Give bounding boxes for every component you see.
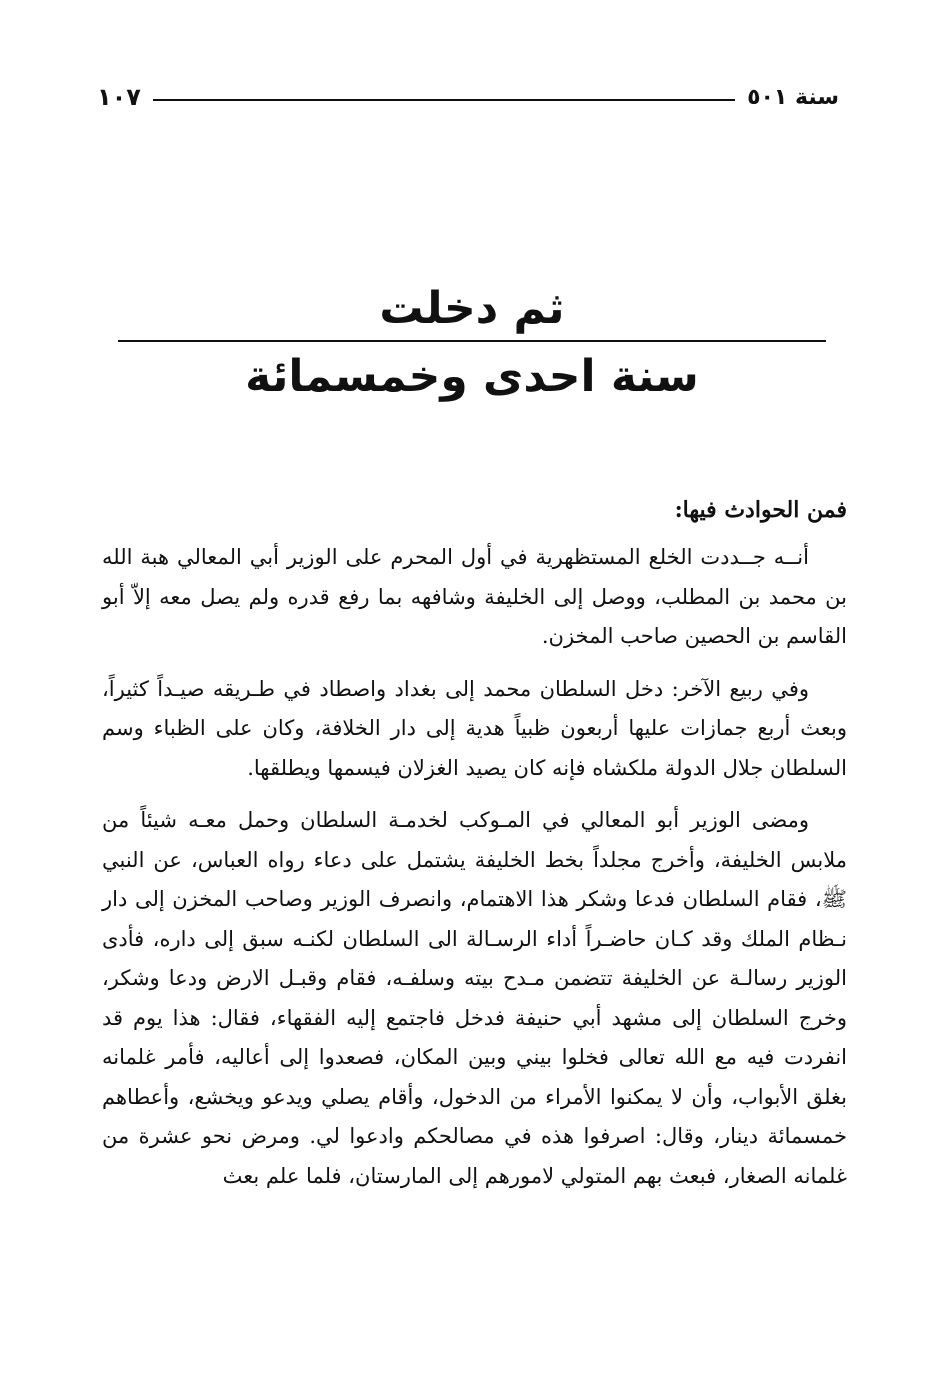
paragraph: أنــه جــددت الخلع المستظهرية في أول المحرم على الوزير أبي المعالي هبة الله بن محمد بن المطلب، ووصل إلى الخليفة وشافهه بما رفع قدره ولم يصل معه إلاّ أبو القاسم بن الحصين صاحب المخزن. (102, 545, 847, 648)
chapter-title-line2: سنة احدى وخمسمائة (245, 351, 699, 402)
header-year-label: سنة ٥٠١ (747, 84, 839, 110)
chapter-divider (118, 340, 826, 342)
section-subheading: فمن الحوادث فيها: (674, 497, 847, 523)
chapter-title-line1: ثم دخلت (379, 283, 565, 334)
page-number: ١٠٧ (97, 83, 141, 111)
header-rule (153, 99, 735, 101)
chapter-heading (118, 280, 826, 406)
paragraph: ومضى الوزير أبو المعالي في المـوكب لخدمـة السلطان وحمل معـه شيئاً من ملابس الخليفة، وأخرج مجلداً بخط الخليفة يشتمل على دعاء رواه العباس، عن النبي ﷺ، فقام السلطان فدعا وشكر هذا الاهتمام، وانصرف الوزير وصاحب المخزن إلى دار نـظام الملك وقد كـان حاضـراً أداء الرسـالة الى السلطان لكنـه سبق إلى داره، فأدى الوزير رسالـة عن الخليفة تتضمن مـدح بيته وسلفـه، فقام وقبـل الارض ودعا وشكر، وخرج السلطان إلى مشهد أبي حنيفة فدخل فاجتمع إليه الفقهاء، فقال: هذا يوم قد انفردت فيه مع الله تعالى فخلوا بيني وبين المكان، فصعدوا إلى أعاليه، فأمر غلمانه بغلق الأبواب، وأن لا يمكنوا الأمراء من الدخول، وأقام يصلي ويدعو ويخشع، وأعطاهم خمسمائة دينار، وقال: اصرفوا هذه في مصالحكم وادعوا لي. ومرض نحو عشرة من غلمانه الصغار، فبعث بهم المتولي لامورهم إلى المارستان، فلما علم بعث (102, 808, 847, 1188)
running-header (97, 82, 839, 112)
body-text (102, 490, 847, 1209)
paragraph: وفي ربيع الآخر: دخل السلطان محمد إلى بغداد واصطاد في طـريقه صيـداً كثيراً، وبعث أربع جمازات عليها أربعون ظبياً هدية إلى دار الخلافة، وكان على الظباء وسم السلطان جلال الدولة ملكشاه فإنه كان يصيد الغزلان فيسمها ويطلقها. (102, 676, 847, 780)
